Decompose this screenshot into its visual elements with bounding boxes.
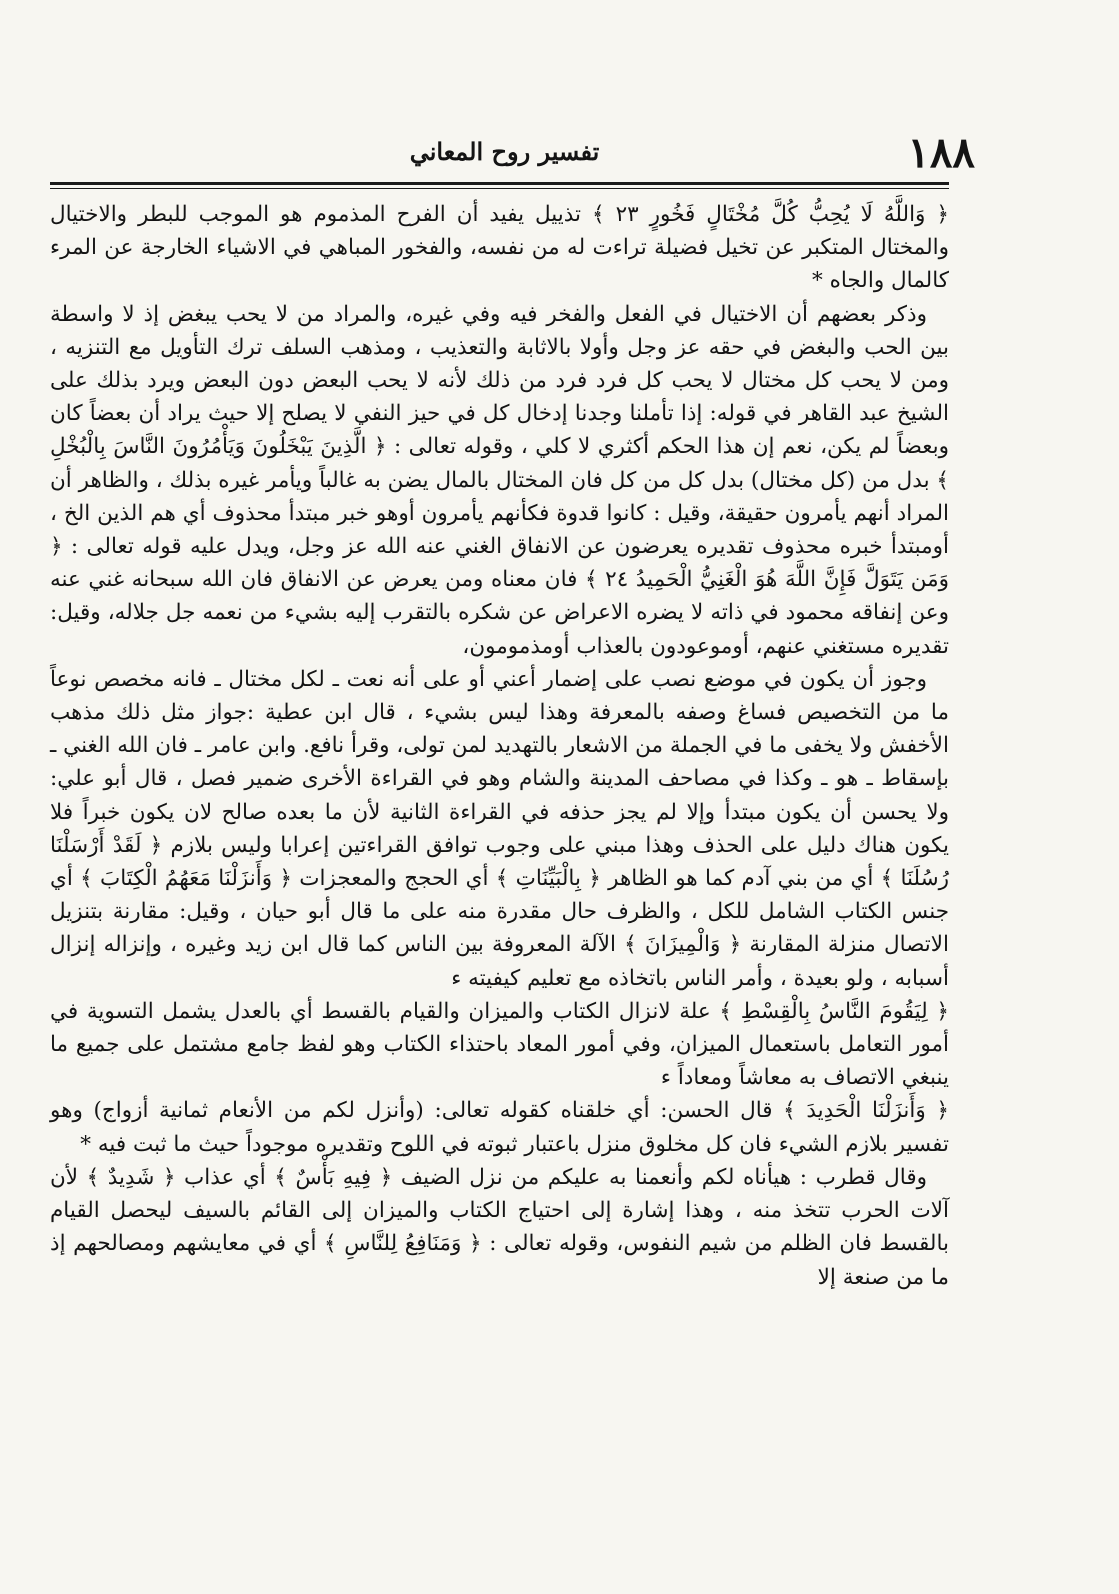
page-number: ١٨٨ xyxy=(907,128,975,177)
running-title: تفسير روح المعاني xyxy=(409,137,600,166)
paragraph: وجوز أن يكون في موضع نصب على إضمار أعني أو على أنه نعت ـ لكل مختال ـ فانه مخصص نوعاً ما من التخصيص فساغ وصفه بالمعرفة وهذا ليس بشيء ، قال ابن عطية :جواز مثل ذلك مذهب الأخفش ولا يخفى ما في الجملة من الاشعار بالتهديد لمن تولى، وقرأ نافع. وابن عامر ـ فان الله الغني ـ بإسقاط ـ هو ـ وكذا في مصاحف المدينة والشام وهو في القراءة الأخرى ضمير فصل ، قال أبو علي: ولا يحسن أن يكون مبتدأ وإلا لم يجز حذفه في القراءة الثانية لأن ما بعده صالح لان يكون خبراً فلا يكون هناك دليل على الحذف وهذا مبني على وجوب توافق القراءتين إعرابا وليس بلازم ﴿ لَقَدْ أَرْسَلْنَا رُسُلَنَا ﴾ أي من بني آدم كما هو الظاهر ﴿ بِالْبَيِّنَاتِ ﴾ أي الحجج والمعجزات ﴿ وَأَنزَلْنَا مَعَهُمُ الْكِتَابَ ﴾ أي جنس الكتاب الشامل للكل ، والظرف حال مقدرة منه على ما قال أبو حيان ، وقيل: مقارنة بتنزيل الاتصال منزلة المقارنة ﴿ وَالْمِيزَانَ ﴾ الآلة المعروفة بين الناس كما قال ابن زيد وغيره ، وإنزاله إنزال أسبابه ، ولو بعيدة ، وأمر الناس باتخاذه مع تعليم كيفيته ء xyxy=(50,666,950,991)
header-rule-thin xyxy=(50,188,949,189)
header-rule xyxy=(50,182,949,185)
page-header xyxy=(50,128,975,178)
paragraph: وقال قطرب : هيأناه لكم وأنعمنا به عليكم من نزل الضيف ﴿ فِيهِ بَأْسٌ ﴾ أي عذاب ﴿ شَدِيدٌ ﴾ لأن آلات الحرب تتخذ منه ، وهذا إشارة إلى احتياج الكتاب والميزان إلى القائم بالسيف ليحصل القيام بالقسط فان الظلم من شيم النفوس، وقوله تعالى : ﴿ وَمَنَافِعُ لِلنَّاسِ ﴾ أي في معايشهم ومصالحهم إذ ما من صنعة إلا xyxy=(50,1164,949,1290)
paragraph: ﴿ وَاللَّهُ لَا يُحِبُّ كُلَّ مُخْتَالٍ فَخُورٍ ٢٣ ﴾ تذييل يفيد أن الفرح المذموم هو الموجب للبطر والاختيال والمختال المتكبر عن تخيل فضيلة تراءت له من نفسه، والفخور المباهي في الاشياء الخارجة عن المرء كالمال والجاه * xyxy=(50,202,949,294)
body-text xyxy=(50,198,949,1294)
paragraph: ﴿ وَأَنزَلْنَا الْحَدِيدَ ﴾ قال الحسن: أي خلقناه كقوله تعالى: (وأنزل لكم من الأنعام ثمانية أزواج) وهو تفسير بلازم الشيء فان كل مخلوق منزل باعتبار ثبوته في اللوح وتقديره موجوداً حيث ما ثبت فيه * xyxy=(50,1098,949,1157)
paragraph: وذكر بعضهم أن الاختيال في الفعل والفخر فيه وفي غيره، والمراد من لا يحب يبغض إذ لا واسطة بين الحب والبغض في حقه عز وجل وأولا بالاثابة والتعذيب ، ومذهب السلف ترك التأويل مع التنزيه ، ومن لا يحب كل مختال لا يحب كل فرد فرد من ذلك لأنه لا يحب البعض دون البعض ويرد بذلك على الشيخ عبد القاهر في قوله: إذا تأملنا وجدنا إدخال كل في حيز النفي لا يصلح إلا حيث يراد أن بعضاً كان وبعضاً لم يكن، نعم إن هذا الحكم أكثري لا كلي ، وقوله تعالى : ﴿ الَّذِينَ يَبْخَلُونَ وَيَأْمُرُونَ النَّاسَ بِالْبُخْلِ ﴾ بدل من (كل مختال) بدل كل من كل فان المختال بالمال يضن به غالباً ويأمر غيره بذلك ، والظاهر أن المراد أنهم يأمرون حقيقة، وقيل : كانوا قدوة فكأنهم يأمرون أوهو خبر مبتدأ محذوف أي هم الذين الخ ، أومبتدأ خبره محذوف تقديره يعرضون عن الانفاق الغني عنه الله عز وجل، ويدل عليه قوله تعالى : ﴿ وَمَن يَتَوَلَّ فَإِنَّ اللَّهَ هُوَ الْغَنِيُّ الْحَمِيدُ ٢٤ ﴾ فان معناه ومن يعرض عن الانفاق فان الله سبحانه غني عنه وعن إنفاقه محمود في ذاته لا يضره الاعراض عن شكره بالتقرب إليه بشيء من نعمه جل جلاله، وقيل: تقديره مستغني عنهم، أوموعودون بالعذاب أومذمومون، xyxy=(50,301,950,659)
paragraph: ﴿ لِيَقُومَ النَّاسُ بِالْقِسْطِ ﴾ علة لانزال الكتاب والميزان والقيام بالقسط أي بالعدل يشمل التسوية في أمور التعامل باستعمال الميزان، وفي أمور المعاد باحتذاء الكتاب وهو لفظ جامع مشتمل على جميع ما ينبغي الاتصاف به معاشاً ومعاداً ء xyxy=(50,998,949,1091)
